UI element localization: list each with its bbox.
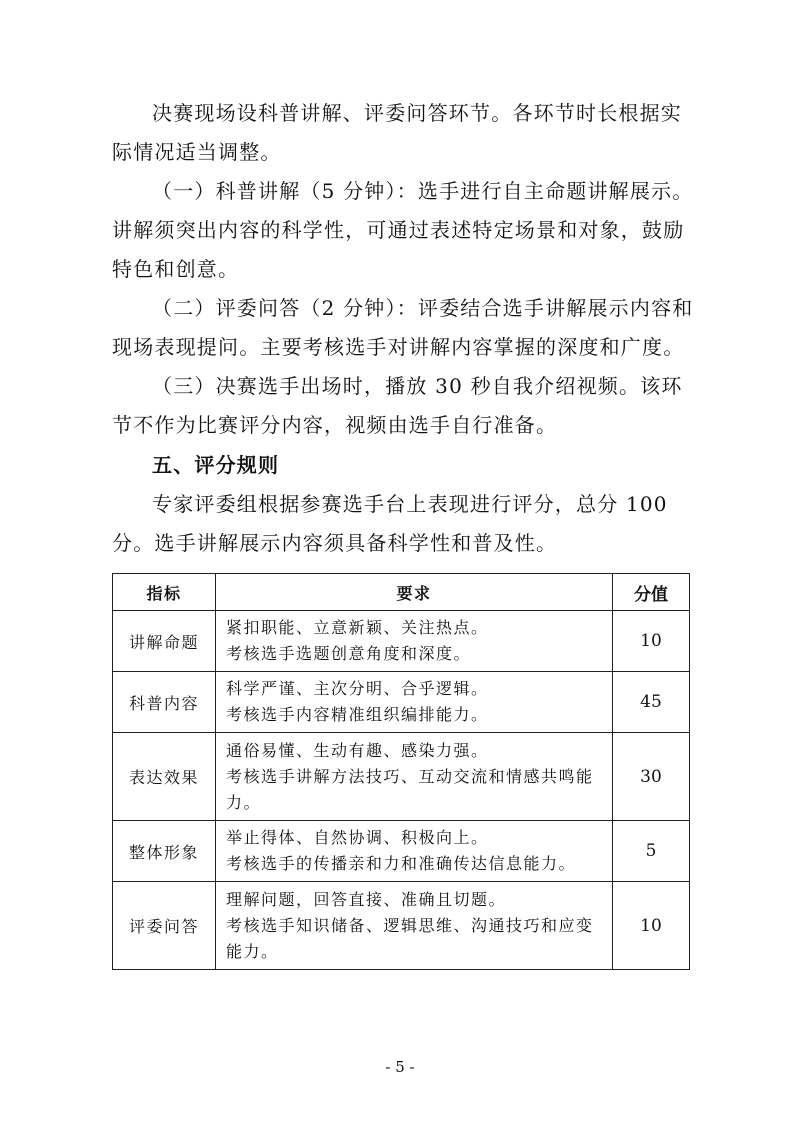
header-score: 分值 bbox=[613, 574, 690, 611]
requirement-line: 考核选手讲解方法技巧、互动交流和情感共鸣能力。 bbox=[226, 766, 594, 812]
row-indicator: 科普内容 bbox=[113, 672, 216, 733]
header-requirement: 要求 bbox=[216, 574, 613, 611]
table-row bbox=[113, 611, 690, 672]
header-indicator: 指标 bbox=[113, 574, 216, 611]
table-row bbox=[113, 882, 690, 970]
requirement-line: 紧扣职能、立意新颖、关注热点。 bbox=[226, 618, 489, 637]
requirement-line: 举止得体、自然协调、积极向上。 bbox=[226, 828, 489, 847]
row-score: 10 bbox=[613, 882, 690, 970]
table-row bbox=[113, 821, 690, 882]
row-score: 5 bbox=[613, 821, 690, 882]
row-indicator: 评委问答 bbox=[113, 882, 216, 970]
scoring-table bbox=[112, 573, 690, 970]
paragraph-intro-video: （三）决赛选手出场时，播放 30 秒自我介绍视频。该环节不作为比赛评分内容，视频由选手自行准备。 bbox=[112, 374, 683, 437]
table-row bbox=[113, 672, 690, 733]
requirement-line: 科学严谨、主次分明、合乎逻辑。 bbox=[226, 679, 489, 698]
requirement-line: 考核选手选题创意角度和深度。 bbox=[226, 644, 472, 663]
paragraph-final-format: 决赛现场设科普讲解、评委问答环节。各环节时长根据实际情况适当调整。 bbox=[112, 101, 682, 164]
requirement-line: 通俗易懂、生动有趣、感染力强。 bbox=[226, 740, 489, 760]
paragraph-judge-qa: （二）评委问答（2 分钟）：评委结合选手讲解展示内容和现场表现提问。主要考核选手对讲解内容掌握的深度和广度。 bbox=[112, 296, 694, 359]
row-requirement bbox=[216, 672, 613, 733]
row-score: 10 bbox=[613, 611, 690, 672]
row-score: 45 bbox=[613, 672, 690, 733]
row-indicator: 表达效果 bbox=[113, 733, 216, 821]
requirement-line: 考核选手的传播亲和力和准确传达信息能力。 bbox=[226, 854, 577, 873]
section-heading-scoring-rules: 五、评分规则 bbox=[152, 453, 280, 477]
table-header-row bbox=[113, 574, 690, 611]
page-number: - 5 - bbox=[385, 1058, 415, 1076]
row-requirement bbox=[216, 611, 613, 672]
paragraph-science-talk: （一）科普讲解（5 分钟）：选手进行自主命题讲解展示。讲解须突出内容的科学性，可通过表述特定场景和对象，鼓励特色和创意。 bbox=[112, 179, 694, 281]
row-indicator: 讲解命题 bbox=[113, 611, 216, 672]
table-row bbox=[113, 733, 690, 821]
requirement-line: 考核选手知识储备、逻辑思维、沟通技巧和应变能力。 bbox=[226, 915, 594, 961]
row-requirement bbox=[216, 733, 613, 821]
row-requirement bbox=[216, 821, 613, 882]
paragraph-scoring-summary: 专家评委组根据参赛选手台上表现进行评分，总分 100 分。选手讲解展示内容须具备科学性和普及性。 bbox=[112, 492, 668, 555]
requirement-line: 考核选手内容精准组织编排能力。 bbox=[226, 705, 489, 724]
requirement-line: 理解问题，回答直接、准确且切题。 bbox=[226, 889, 507, 909]
row-score: 30 bbox=[613, 733, 690, 821]
row-indicator: 整体形象 bbox=[113, 821, 216, 882]
row-requirement bbox=[216, 882, 613, 970]
